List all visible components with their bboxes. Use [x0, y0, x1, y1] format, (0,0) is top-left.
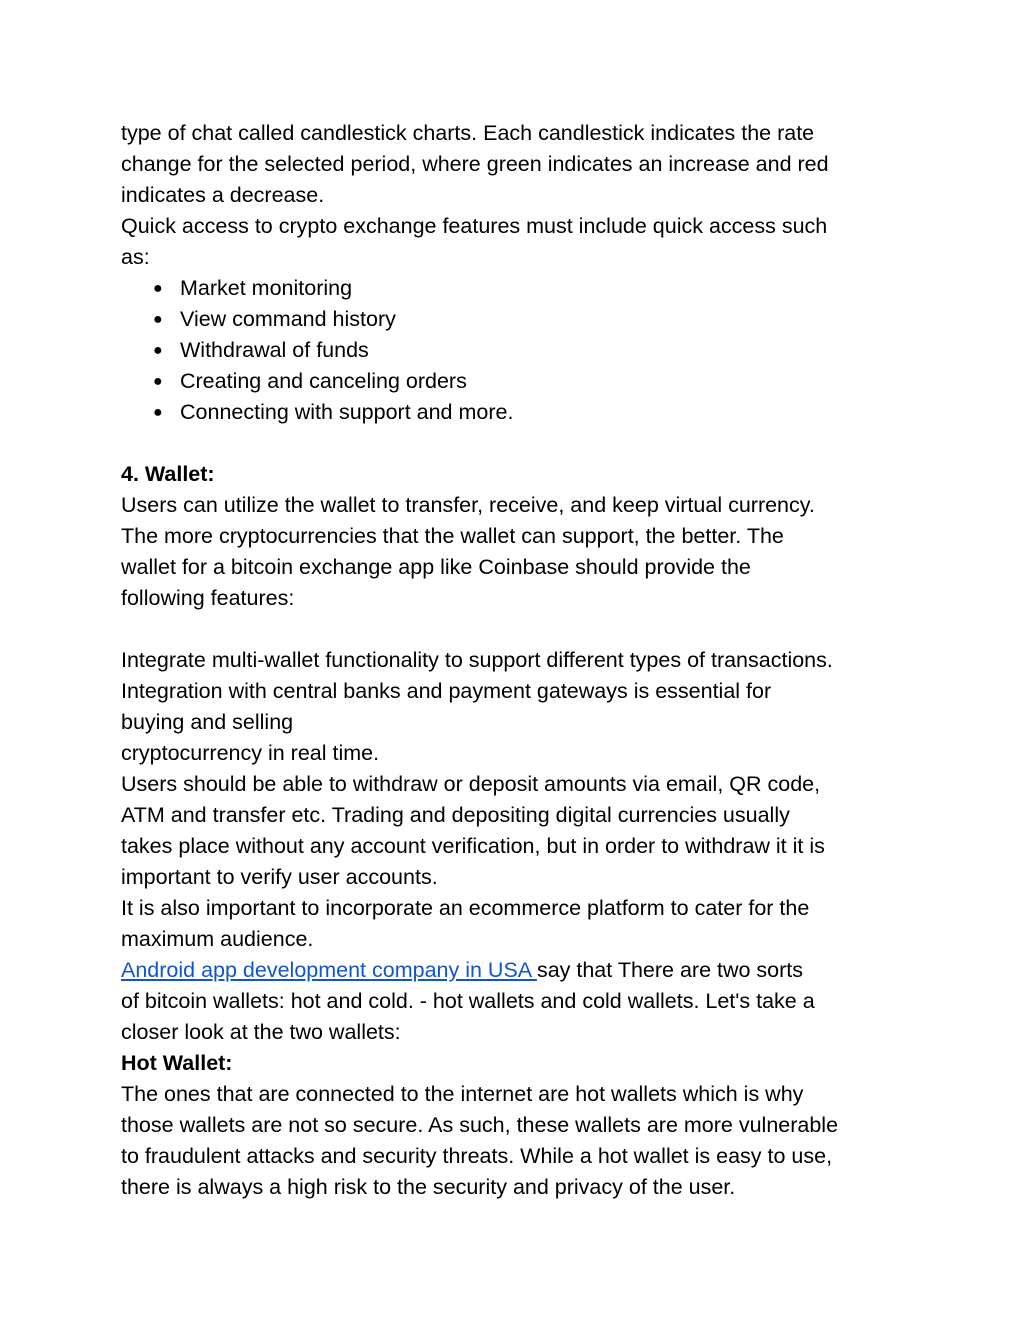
- features-line: takes place without any account verification, but in order to withdraw it it is: [121, 834, 825, 858]
- bullet-icon: ●: [153, 373, 163, 390]
- features-line: Users should be able to withdraw or deposit amounts via email, QR code,: [121, 772, 821, 796]
- list-item: [121, 366, 921, 397]
- features-line: cryptocurrency in real time.: [121, 741, 380, 765]
- features-line: Integration with central banks and payment gateways is essential for: [121, 679, 772, 703]
- wallet-heading: 4. Wallet:: [121, 462, 215, 486]
- link-line: [121, 955, 921, 986]
- features-line: ATM and transfer etc. Trading and depositing digital currencies usually: [121, 803, 790, 827]
- intro-line: Quick access to crypto exchange features must include quick access such: [121, 214, 828, 238]
- sorts-line: of bitcoin wallets: hot and cold. - hot wallets and cold wallets. Let's take a: [121, 989, 815, 1013]
- list-item-text: Creating and canceling orders: [180, 369, 467, 393]
- android-company-link[interactable]: Android app development company in USA: [121, 958, 537, 982]
- list-item-text: Connecting with support and more.: [180, 400, 514, 424]
- bullet-icon: ●: [153, 342, 163, 359]
- hot-wallet-line: The ones that are connected to the internet are hot wallets which is why: [121, 1082, 804, 1106]
- wallet-paragraph-line: Users can utilize the wallet to transfer, receive, and keep virtual currency.: [121, 493, 815, 517]
- spacer: [121, 614, 921, 645]
- features-line: It is also important to incorporate an ecommerce platform to cater for the: [121, 896, 810, 920]
- list-item-text: View command history: [180, 307, 396, 331]
- list-item: [121, 397, 921, 428]
- hot-wallet-line: those wallets are not so secure. As such, these wallets are more vulnerable: [121, 1113, 839, 1137]
- quick-access-list: [121, 273, 921, 428]
- link-trailing-text: say that There are two sorts: [536, 958, 804, 982]
- list-item: [121, 335, 921, 366]
- hot-wallet-heading: Hot Wallet:: [121, 1051, 233, 1075]
- features-line: maximum audience.: [121, 927, 314, 951]
- list-item-text: Market monitoring: [180, 276, 353, 300]
- features-line: important to verify user accounts.: [121, 865, 438, 889]
- intro-line: change for the selected period, where green indicates an increase and red: [121, 152, 829, 176]
- features-line: buying and selling: [121, 710, 294, 734]
- document-page: [121, 118, 921, 1203]
- wallet-paragraph-line: The more cryptocurrencies that the wallet can support, the better. The: [121, 524, 784, 548]
- list-item: [121, 304, 921, 335]
- features-line: Integrate multi-wallet functionality to support different types of transactions.: [121, 648, 833, 672]
- wallet-paragraph-line: wallet for a bitcoin exchange app like Coinbase should provide the: [121, 555, 751, 579]
- hot-wallet-line: to fraudulent attacks and security threats. While a hot wallet is easy to use,: [121, 1144, 833, 1168]
- intro-line: indicates a decrease.: [121, 183, 325, 207]
- bullet-icon: ●: [153, 311, 163, 328]
- wallet-paragraph-line: following features:: [121, 586, 295, 610]
- bullet-icon: ●: [153, 404, 163, 421]
- bullet-icon: ●: [153, 280, 163, 297]
- intro-line: type of chat called candlestick charts. Each candlestick indicates the rate: [121, 121, 815, 145]
- hot-wallet-line: there is always a high risk to the security and privacy of the user.: [121, 1175, 736, 1199]
- spacer: [121, 428, 921, 459]
- sorts-line: closer look at the two wallets:: [121, 1020, 401, 1044]
- list-item-text: Withdrawal of funds: [180, 338, 369, 362]
- list-item: [121, 273, 921, 304]
- intro-line: as:: [121, 245, 150, 269]
